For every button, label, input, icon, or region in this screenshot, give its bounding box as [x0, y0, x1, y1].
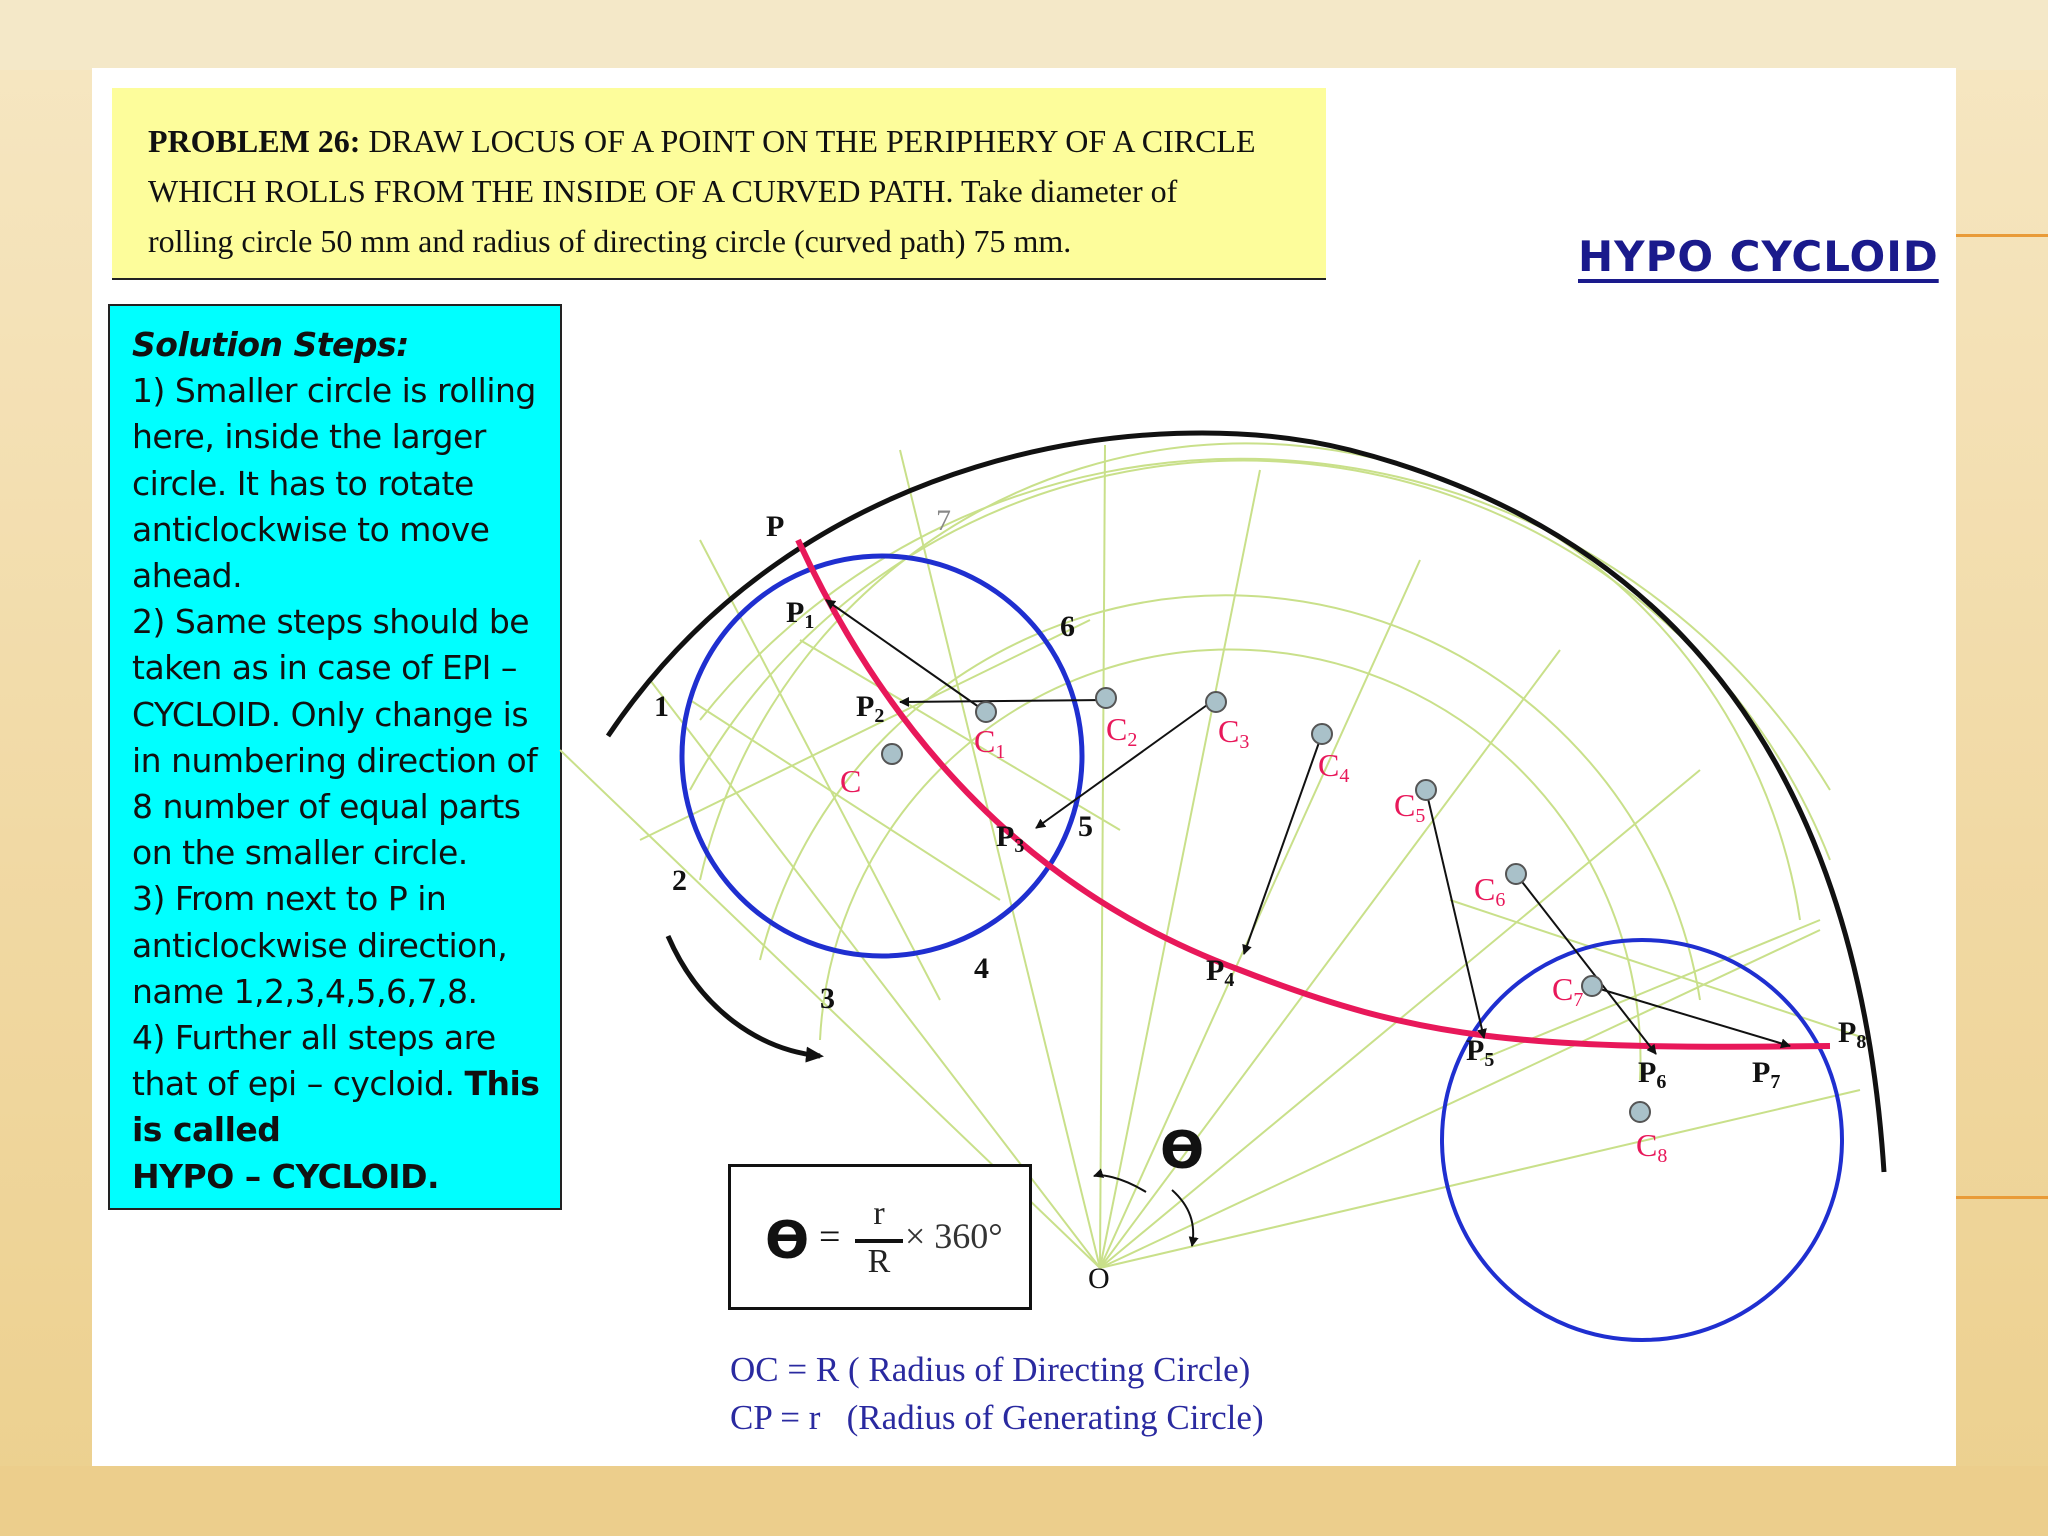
label-p: P	[766, 510, 785, 543]
radial-line	[1100, 445, 1105, 1268]
formula-numerator: r	[873, 1195, 885, 1232]
centre-c8-dot	[1630, 1102, 1650, 1122]
arrow-c5-p5	[1426, 790, 1484, 1038]
centre-c3-dot	[1206, 692, 1226, 712]
formula-theta: ϴ	[765, 1211, 810, 1271]
arrow-c1-p1	[826, 600, 986, 712]
chord-line	[640, 620, 1090, 840]
diagram-title: HYPO CYCLOID	[1578, 232, 1939, 281]
label-p2: $P_2$	[856, 690, 885, 727]
label-division-6: 6	[1060, 610, 1075, 643]
label-c8: C8	[1636, 1127, 1668, 1167]
legend-oc: OC = R ( Radius of Directing Circle)	[730, 1350, 1251, 1389]
label-p7: $P_7$	[1752, 1056, 1781, 1093]
label-p3: $P_3$	[996, 820, 1025, 857]
steps-heading: Solution Steps:	[132, 325, 409, 364]
step-line: 2) Same steps should be	[132, 602, 530, 642]
step-line: circle. It has to rotate	[132, 463, 474, 503]
label-p1: $P_1$	[786, 596, 815, 633]
label-c7: C7	[1552, 971, 1584, 1011]
label-division-3: 3	[820, 982, 835, 1015]
step-line-text: that of epi – cycloid.	[132, 1064, 465, 1104]
formula-denominator: R	[867, 1243, 891, 1280]
label-c: C	[840, 763, 862, 799]
label-c1: C1	[974, 723, 1006, 763]
label-division-1: 1	[654, 690, 669, 723]
chord-line	[1450, 900, 1870, 1040]
step-line: anticlockwise to move	[132, 509, 490, 549]
label-c6: C6	[1474, 871, 1506, 911]
chord-line	[700, 540, 940, 1000]
arrow-c4-p4	[1244, 734, 1322, 954]
label-origin-o: O	[1088, 1262, 1110, 1295]
label-c5: C5	[1394, 787, 1426, 827]
centre-c6-dot	[1506, 864, 1526, 884]
label-p6: $P_6$	[1638, 1056, 1667, 1093]
radial-line	[900, 450, 1100, 1268]
centre-c7-dot	[1582, 976, 1602, 996]
theta-symbol: ϴ	[1160, 1121, 1205, 1181]
arrow-c7-p7	[1590, 986, 1790, 1046]
step-line: 4) Further all steps are	[132, 1018, 496, 1058]
step-line: is called	[132, 1110, 281, 1150]
rotation-direction-arrow	[668, 936, 820, 1056]
label-p8: $P_8$	[1838, 1016, 1867, 1053]
construction-grid	[560, 443, 1870, 1268]
centre-c1-dot	[976, 702, 996, 722]
step-line: in numbering direction of	[132, 740, 538, 780]
label-division-4: 4	[974, 952, 989, 985]
formula-equals: =	[819, 1216, 841, 1258]
formula-multiplier: × 360°	[905, 1216, 1003, 1256]
centre-c2-dot	[1096, 688, 1116, 708]
step-line: name 1,2,3,4,5,6,7,8.	[132, 971, 478, 1011]
centre-c5-dot	[1416, 780, 1436, 800]
step-line: 1) Smaller circle is rolling	[132, 371, 536, 411]
arrow-c6-p6	[1516, 874, 1656, 1054]
step-conclusion: HYPO – CYCLOID.	[132, 1156, 439, 1196]
label-division-2: 2	[672, 864, 687, 897]
problem-line-1: DRAW LOCUS OF A POINT ON THE PERIPHERY OF A CIRCLE	[360, 123, 1256, 159]
label-c2: C2	[1106, 711, 1138, 751]
label-p4: $P_4$	[1206, 954, 1235, 991]
label-p5: $P_5$	[1466, 1034, 1495, 1071]
angle-formula	[728, 1164, 1032, 1310]
step-line-bold: This	[464, 1064, 540, 1104]
problem-number: PROBLEM 26:	[148, 123, 361, 159]
centre-c4-dot	[1312, 724, 1332, 744]
step-line: 8 number of equal parts	[132, 787, 521, 827]
step-line: on the smaller circle.	[132, 833, 468, 873]
label-division-7: 7	[936, 504, 951, 537]
label-division-5: 5	[1078, 810, 1093, 843]
problem-line-2: WHICH ROLLS FROM THE INSIDE OF A CURVED PATH. Take diameter of	[148, 173, 1178, 209]
concentric-arc	[760, 595, 1700, 1000]
label-c4: C4	[1318, 747, 1350, 787]
step-line: anticlockwise direction,	[132, 925, 508, 965]
radial-line	[1100, 1090, 1860, 1268]
step-line: here, inside the larger	[132, 417, 486, 457]
legend-cp: CP = r (Radius of Generating Circle)	[730, 1398, 1264, 1437]
label-c3: C3	[1218, 713, 1250, 753]
radial-line	[1100, 560, 1420, 1268]
step-line: taken as in case of EPI –	[132, 648, 517, 688]
step-line: ahead.	[132, 556, 243, 596]
step-line: 3) From next to P in	[132, 879, 447, 919]
step-line: CYCLOID. Only change is	[132, 694, 529, 734]
centre-c-dot	[882, 744, 902, 764]
problem-line-3: rolling circle 50 mm and radius of directing circle (curved path) 75 mm.	[148, 223, 1072, 259]
